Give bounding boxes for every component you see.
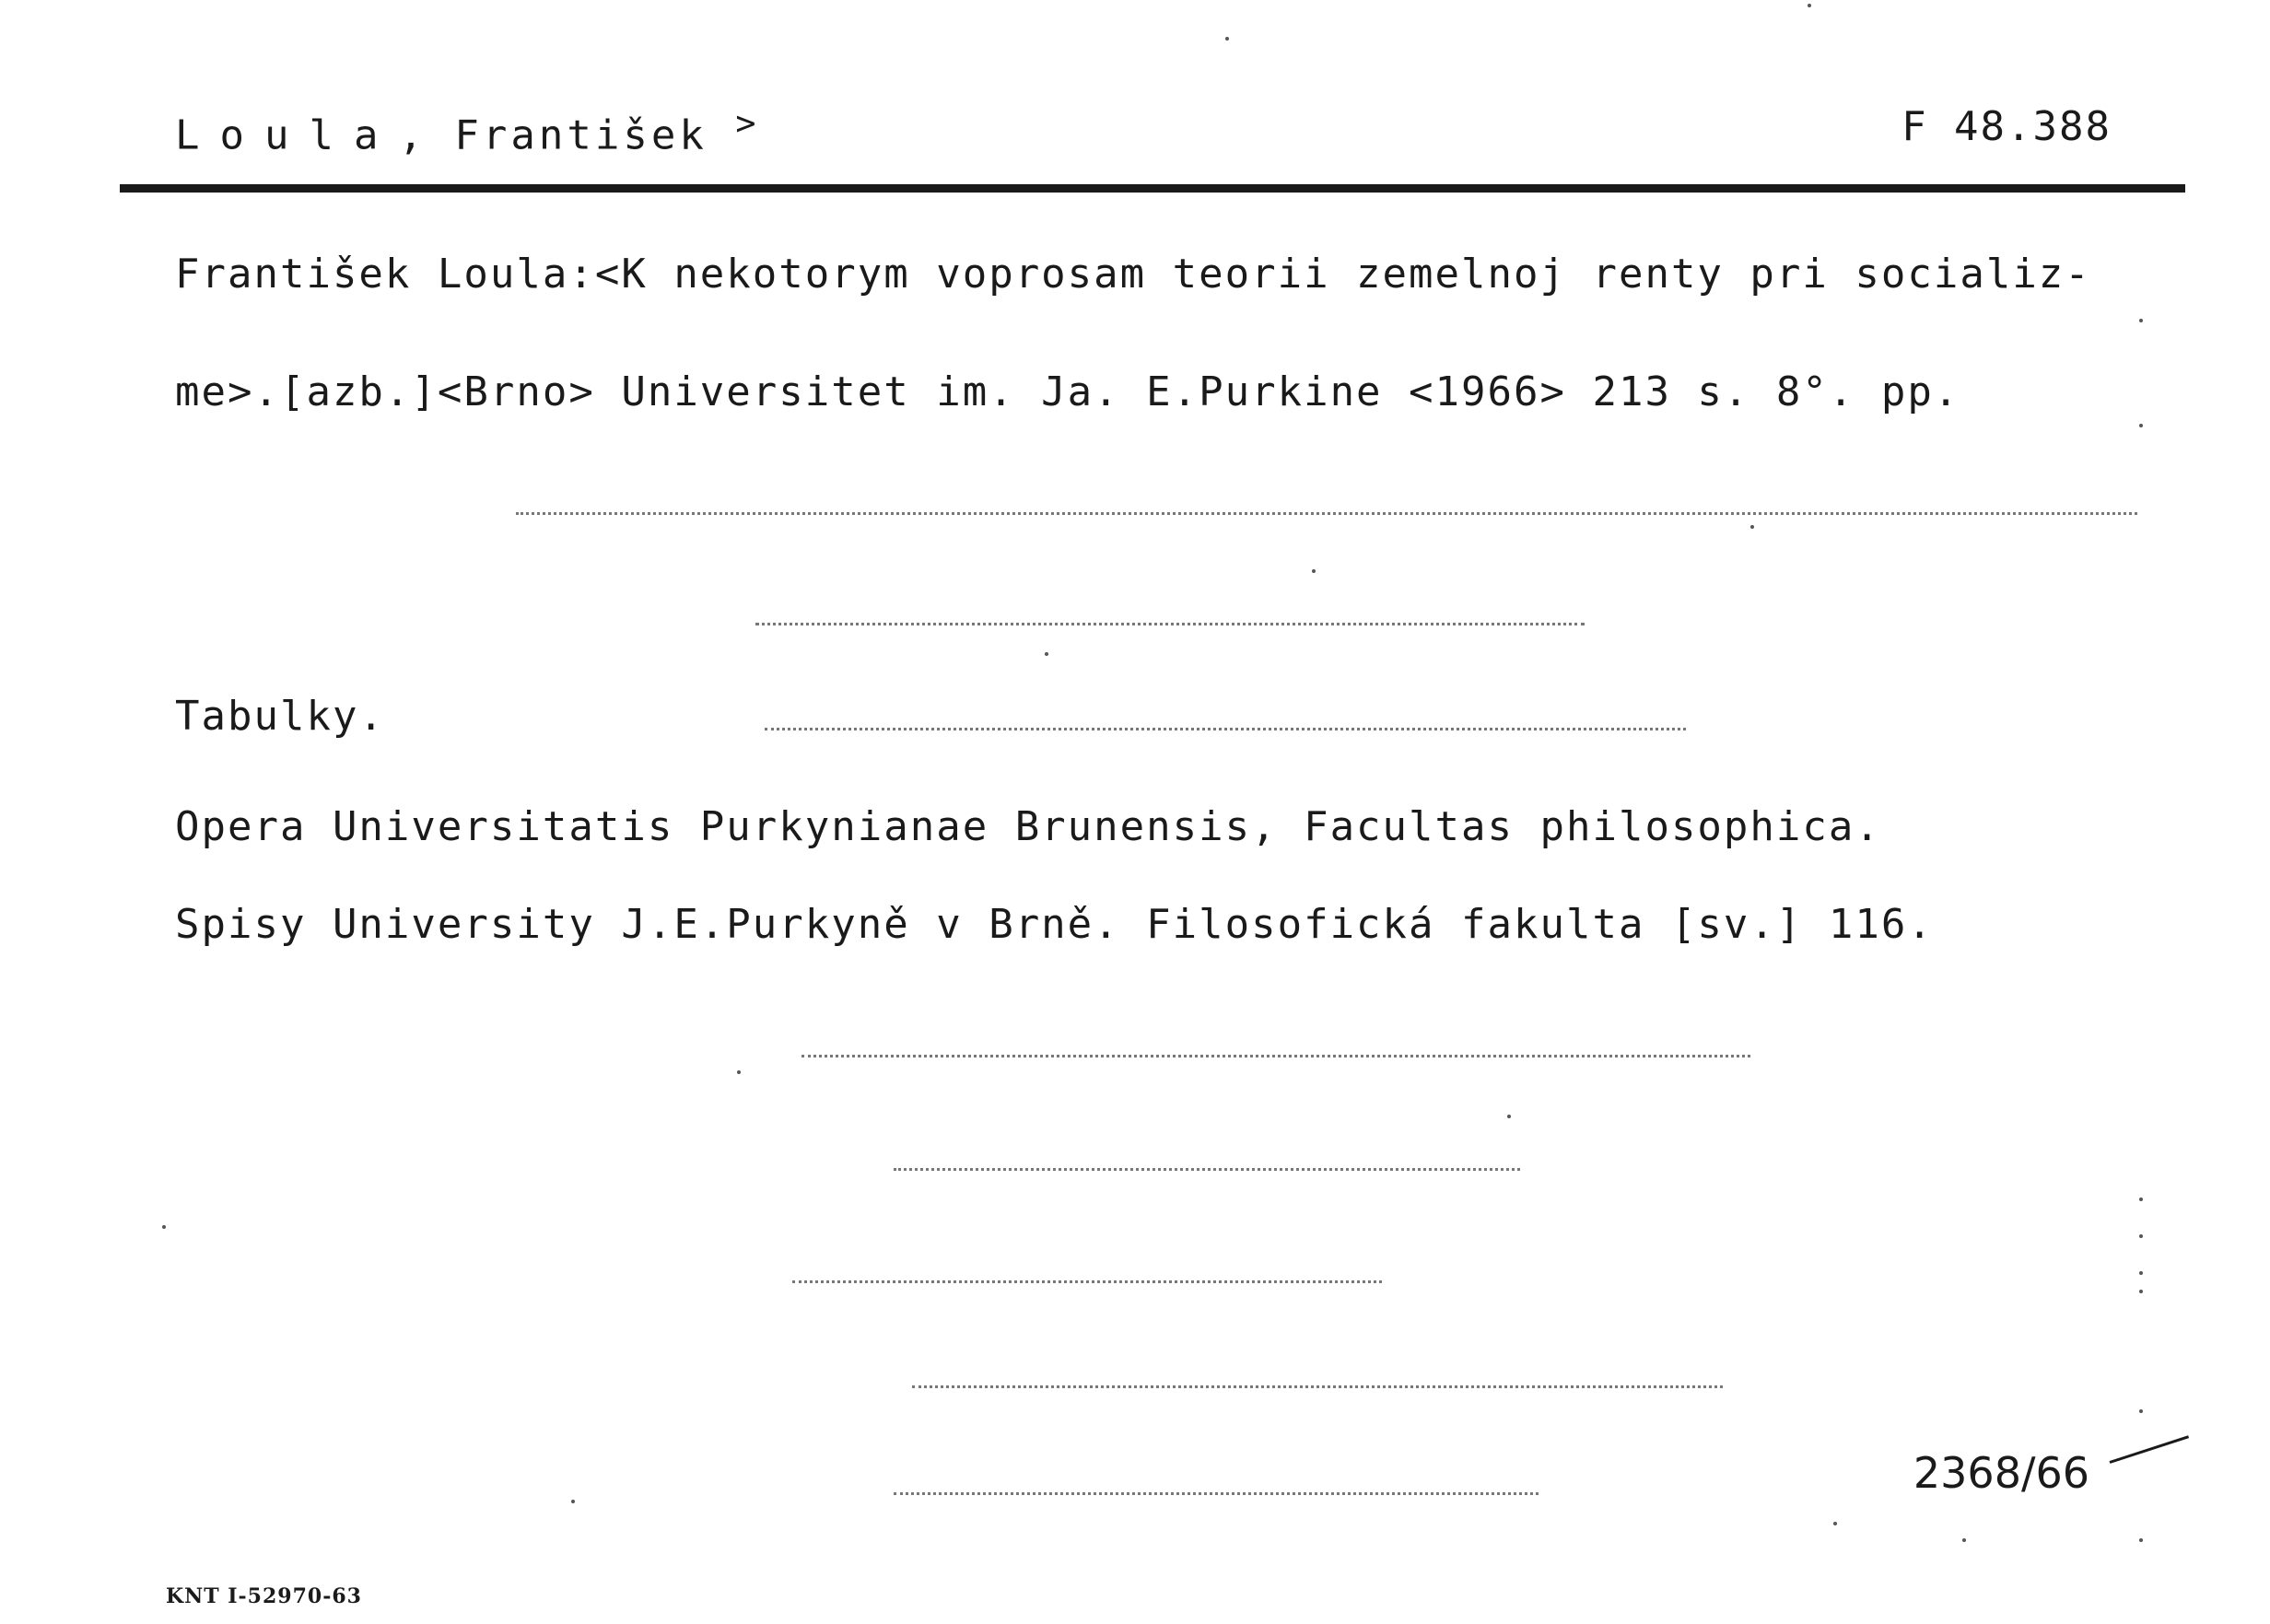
series-czech-line: Spisy University J.E.Purkyně v Brně. Filosofická fakulta [sv.] 116. bbox=[175, 901, 1934, 948]
author-given-name: , František bbox=[398, 111, 708, 159]
entry-title-line-2: me>.[azb.]<Brno> Universitet im. Ja. E.Purkine <1966> 213 s. 8°. pp. bbox=[175, 368, 1960, 415]
blank-dotted-line bbox=[516, 512, 2137, 515]
author-heading bbox=[175, 103, 759, 159]
blank-dotted-line bbox=[765, 728, 1686, 730]
accession-number: 2368/66 bbox=[1913, 1448, 2089, 1498]
entry-title-line-1: František Loula:<K nekotorym voprosam teorii zemelnoj renty pri socializ- bbox=[175, 251, 2091, 298]
blank-dotted-line bbox=[894, 1492, 1539, 1495]
heading-rule bbox=[120, 184, 2185, 193]
series-line: Opera Universitatis Purkynianae Brunensis, Facultas philosophica. bbox=[175, 803, 1881, 850]
blank-dotted-line bbox=[792, 1280, 1382, 1283]
blank-dotted-line bbox=[755, 623, 1585, 625]
author-surname: Loula bbox=[175, 111, 399, 159]
blank-dotted-line bbox=[802, 1055, 1750, 1057]
blank-dotted-line bbox=[894, 1168, 1520, 1171]
card-print-code: KNT I-52970-63 bbox=[166, 1584, 362, 1608]
insertion-mark: > bbox=[735, 103, 760, 143]
blank-dotted-line bbox=[912, 1385, 1723, 1388]
pen-stroke bbox=[2110, 1435, 2190, 1464]
notes-line: Tabulky. bbox=[175, 693, 385, 740]
shelf-signature: F 48.388 bbox=[1901, 103, 2112, 150]
